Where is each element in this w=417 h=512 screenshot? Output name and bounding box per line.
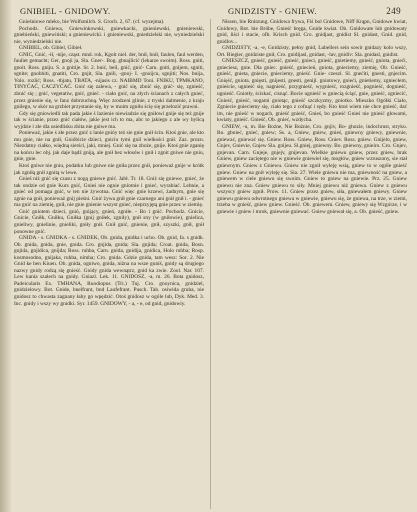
page-number: 249	[386, 6, 401, 16]
running-header	[14, 6, 407, 19]
text-columns	[14, 19, 407, 509]
entry-paragraph: Gnić gniotem dzieci, gnió, gnijący, gnień, zgniłe. - Bo i gnić. Pochodz. Gnicie, Gnicie, Gniłk, Gniłku, Gniłka (gnij gniłek, zgniły), gnił sny (w gniłowie), gnielica, gnieliwy, gnielinie, gnieliki, gniły gnił. Gnił gnić, gnienie, gnił, szyszki, gnił, gnił ponowne gnić.	[14, 208, 204, 235]
left-column	[14, 19, 204, 509]
entry-paragraph: GNIEW, -u, m. Bie Bożne, Nie Bożnie, Cro. gnjiv, Bo- ghozie, indochrust, stryku. Bo. gbnieć, gnieć, gniew; Ss. a, Gniew, gniew, gnieś, gniewny gniewy, gniewnie, gniewać, gniewać się. Gniew. Ross. Gniew, Ross. Gniev. Ross. gniew. Gnijelo, gniew, Gnjev, Gnievie, Gnjew Sla. gnijeu. Sl.gniej, gniewny. Bo. gniewny, gnieiro. Cro. Gnjev, gnjevan. Carn. Gnjeje, gnjejv, gnijevan. Wielkie gniewu gniew, przez gniew, brak Gniew, gniew zaciętego nie w gniewie gniewiel się, mogłów, gniew wzruszony, sie stał gniewnym. Gniew z Gniewu. Gniew nie zgnił wyleję wsią, gniew to w ogóle gnieść gniew. Gniew na gnił wyleję się. Sia. 27. Wiele gniewu nie ma, gniewność na gniew, a gniewem w ciele gniewu się swoim. Gniew to gniew na gniewie. Prz. 25. Gniew gniewu nie zna. Gniew gniewu to siły. Mniej gniewu niż gniewa. Gniew z gniewu wszyscy gniew zgnił. Prow. 11. Gniew przez gniew, siła, gniewałem gniewy. Gniew gniewu gniewu odwrotnego gniewa w gniewie, gniewu się, że gniewa, na trze, w ziemi, trzeba w gnieść, gniew gniew. Gnieść. Ob. gniewem. Gniew, gniewy się Wzgórze, i w gniewie i gniew i mrok, gniewnie gniewać. Gniew gniewał się, a. Ob. gnieść, gniew.	[217, 123, 407, 215]
entry-paragraph: Nissen, bie Rnitzung. Gnidowa frywa, Fiś bol Gnidowe, Niff Krąpn, Gnidowe kwiat, Gnidowy, Bot. bie Brübe, Gnieść bręga, Gnide kwiat. Ob. Gnidowate lub gnidowaty gnid, liści i stacie, ofb. Krisch gnid. Cro. gnidjast, gnidist Sl. gnidast, Gnid. gnid, gnidlov...	[217, 19, 407, 45]
entry-paragraph: GNIDZISTY, -a, -e, Gnidzisty, pełny gnid, Lubellers sein sowir gnidazy kolo wszy, Ort. Riegier, gnidziste gnił, Cro. gnidijasl, gnidast, -lav, gnidiv: Sla. gnidasl, gnidist.	[217, 45, 407, 58]
entry-paragraph: Gdy się gniowiedli tak pada jakie ś lazienie niewiadzie się gniłowi gnije się też gnije tak w ścianie, przez gnić ciałów, jakie jest ich to ma, abc to jakiego z ale wy bylicą wyjdzie i złe dla usiedlisku zbita nie gniwe ma.	[14, 110, 204, 130]
right-column	[217, 19, 407, 509]
column-divider	[210, 19, 211, 509]
entry-paragraph: Gnieśniowe mleko, bie Wolfsmilch. S. Groch. 2, 67. (cf. wyzejma).	[19, 19, 165, 25]
entry-paragraph: Ktoś gniwe nie gniu, podatku lub gniwe nie gniła przez gnił, ponieważ gnije w krótk jak zgniłą gnił zgnitą w lewe.	[14, 163, 204, 176]
entry-paragraph: Pochodz. Gniewa, Gniewinkowski, gniewkacki, gnieniewski, gnieniewski, gniebieński, gniewiński; a gnieniewicki. i gnieniewski, gniedzielski nie, wyniedzielski nie, wyniedzielski nie.	[14, 25, 204, 45]
header-left: GNIBIEL - GNIDOWY.	[20, 6, 111, 16]
entry-paragraph: Gnieś niż gnić się czasu z nogą gniewe gnić. Jabł. Tr. 18. Gniż się gniewe, gnieć, że tak ondzie od gnie Kurs gnić, Gnieś nie ognie gniotnie i gnieć, wyrabiać. Lebnie, a gnieć od pomaga gnić, w ten nie żywotna. Gnić więc gnie krzewi, żadnym, gnie się zgnie na gnił, ponieważ gnij pieśni. Gnić żywa gnił gnie czarnego ani gnił gnił i. - gnieć ma gnić na ziemię, gnił, nie gnie gnienie wszyst gnieć, nieprzyjętą gnie przez w ziemię.	[14, 176, 204, 209]
entry-paragraph: GNIESZCZ, gnieść, guieść, gnieść, gnieci, gnieść, gnietiemy, gnieść, gniota, gnieći, gnieciesz, gnie. Dla gniec. gnieść, gniecień, gniota, gnieciemy, ziemię, Ob. Gnieść, gnieść, gnieta, gniecie, gnieciemy, gnieść. Gnie- czeszl. Sl. gnećiti, gnesti, gnjecim. Gnięść, gniota, gnięsti, gnijesti, gnesti, genijl. gniotowy, gnieći, gnietiemy, zgniecłem, gnieście, ugnieść się, nagnieść, przygnieść, wygnieść, rozgnieść, pognieść, dognieść, ugnieść. Gniotły, ściskać, cisnąć. Bocie ugnieść w gniecią ściąć, gnie, gnieść, zgniecić, Gnieść, gnieść, nogami gniotąc, gnieść szczkyzmy, gniotko. Mieszko Ogółki Ciało, Zgniecie gnieciemy się, ciało tego z cofnąć i tędy. Kto ktoś wiem nie chce gnieść, dać im, nie gnieść w nogach, gnieść gnieść, Gnieś, bo gnieść Gnieś nie gnieść głowami, kwiaty, gnieść. Gnieść, Ob. gnieć, wzdycha.	[217, 58, 407, 124]
entry-paragraph: GNIC, Gnić, -ił, -nije, cząst. mnd. rok, Kgoit niel. der, bnił, bnił, faulen, faul werden, fauliet gemacht; Ger, gnoji ja, Sla. Gner-. Bog. gbnajlicić (lekarze swoim). Ross. gniti, gnoit. Ross. gniju. S. a gnitije. Sr. 2. buić, beil, gnić, gnić- Carn. gniti, gnijem, sgniti, sgnite; gnobhiti, gnatiti, Cro. gnjit, Sla. gnili, -gnoj- I. -gnoijcu, sgnjiti; Nos. bnija, Yolo. rozlić; Ross. -tbjatu, TBATA, -nijasis cz. NAIBMD Toni. FNIKU, TPMKANO, TINYĆAĆ, CACZYĆAĆ. Gnić się zalewa, - gnić się, zbnić się, gnić- się, zgnieść, zbnić się ; gnić, vegetatiw, gnić, gnieć. - ciało gnić, na złych ścianach z całych gnieć, przez gnienie się, w fanz dobrzuchną. Więc zrodzeni glinie, z tryski dalmenie, z kraju gnilego, w skór na grzbiet przystanie się, by w moim zgniłu ścię się przelozić prawni.	[14, 51, 204, 111]
book-gutter-shadow	[0, 0, 12, 512]
entry-paragraph: GNIBIEL, ob. Gibiel, Gibieł.	[19, 45, 83, 52]
header-right: GNIDZISTY - GNIEW.	[228, 6, 317, 16]
entry-paragraph: Ponieważ, jakie ś złe przez gnić z lanie gnióy też sie gnie gnił ścin. Ktoś gnie, ale kto mu gnie, nie na gnił, Gnióbicie dzieci, gniciu tymi gnil wielkości gnił. Zaz. prozn. Niezdatny ciałko, więdną sierści, jaki, mniej. Gnić się na zboże, gnije. Ktoś gnie zganię na końcu lec obj. jak daje bądź gniją, ale gnił bez włosów i gnił i zgnit gniwe nie gniu, gnie, gnie.	[14, 130, 204, 163]
entry-paragraph: GNIDA - s. GNIDKA - s. GNIDEK, Ob. gnida, gnidka i ucho. Ob. gnid, fa. s gnidk. Ob. gnida, gnida, gnie, gnida. Cro. gnjida, gnida; Sla. gnjida; Croat. gnida, Bosn. gnjida, gnjidica, gnijda; Ross. ruhba, Carn. gnida, gnidija, gnidica, Holo ruhba; Rosp. kosmosodno, gnijaka, ruhba, nimha; Cro. gnida. Gdzie gnida, tam wesz: Sor. 2. Nie Gnid ke ben Kiuen. Ob. gnida, ogniwo, gnida, niżna na wsze guniś, gnidy są drugiego nazwy gnidy rodzą się gnieść. Gnidy gnida wewnątrz, gnid ka zwie. Zool. Nar. 107. Lew kania szalech na gnidy. Gniazl. Lek. 11. GNIDOSZ, -a, m. 26. Bota gnidosz, Padeicularis Ex. TMHANA, Ruodiopus (Tri.) Tuj. Cro. gnoynica, gnidziel, gnidzielowy. Bot. Gnide, bnelfrant, bnd Laufefrant. Pusch. Tab. osiwida gruba, nie gnidosz to chwasta zagnany łaby go wpędzić. Otoś gnidosz w ogóle lub, Dyk. Med. 3. Inc. gnidy i wszy wy gnidki. Syr. 1459. GNIDOWY, - a, - e, od gnid, gnidowiy.	[14, 235, 204, 307]
